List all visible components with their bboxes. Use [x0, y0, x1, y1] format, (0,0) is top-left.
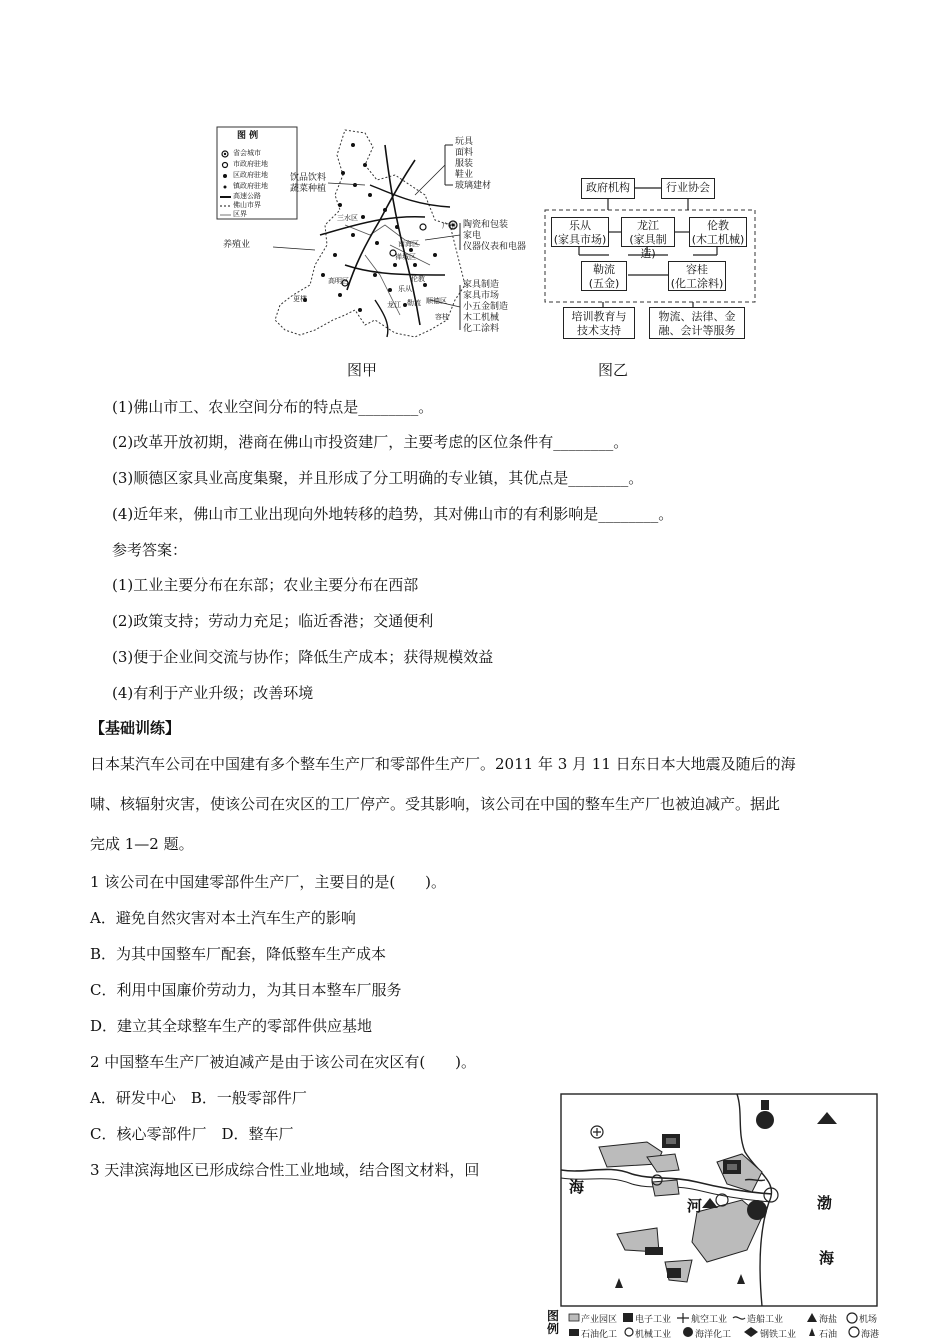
- question-2: (2)改革开放初期，港商在佛山市投资建厂，主要考虑的区位条件有________。: [112, 433, 629, 451]
- legend-seaport: 海港: [861, 1330, 880, 1340]
- q1-option-b: B．为其中国整车厂配套，降低整车生产成本: [90, 945, 387, 963]
- box-training-line2: 技术支持: [577, 324, 621, 337]
- box-ronggui-desc: (化工涂料): [670, 277, 724, 290]
- box-leliu-desc: (五金): [588, 277, 620, 290]
- legend-city-gov: 市政府驻地: [233, 160, 268, 168]
- place-ronggui: 容桂: [435, 313, 449, 321]
- figure-b-caption: 图乙: [598, 361, 629, 379]
- q2-stem: 2 中国整车生产厂被迫减产是由于该公司在灾区有( )。: [90, 1053, 477, 1071]
- industry-top-item: 玩具: [455, 137, 474, 147]
- legend-marine-chemical: 海洋化工: [695, 1330, 732, 1340]
- box-lunjiao: [689, 217, 747, 247]
- industry-right-bottom-item: 小五金制造: [463, 302, 509, 312]
- industry-right-mid-item: 仪器仪表和电器: [463, 242, 527, 252]
- industry-top: [455, 137, 491, 192]
- box-training: [563, 307, 635, 339]
- industry-right-bottom-item: 家具制造: [463, 280, 500, 290]
- box-services-line1: 物流、法律、金: [658, 310, 736, 323]
- q1-stem: 1 该公司在中国建零部件生产厂，主要目的是( )。: [90, 873, 447, 891]
- legend-provincial-capital: 省会城市: [233, 149, 261, 157]
- box-services-line2: 融、会计等服务: [658, 324, 736, 337]
- box-training-line1: 培训教育与: [571, 310, 627, 323]
- legend-town-gov: 镇政府驻地: [233, 182, 268, 190]
- place-nanhai: 南海区: [398, 240, 419, 248]
- intro-line-1: 日本某汽车公司在中国建有多个整车生产厂和零部件生产厂。2011 年 3 月 11 日东日本大地震及随后的海: [90, 755, 796, 773]
- legend-industrial-park: 产业园区: [581, 1315, 618, 1325]
- box-ronggui: [668, 261, 726, 291]
- figure-a: [215, 125, 530, 340]
- legend-electronics: 电子工业: [635, 1315, 672, 1325]
- legend-expressway: 高速公路: [233, 192, 261, 200]
- legend-title: 图例: [547, 1309, 560, 1336]
- question-4: (4)近年来，佛山市工业出现向外地转移的趋势，其对佛山市的有利影响是________。: [112, 505, 674, 523]
- q1-option-a: A．避免自然灾害对本土汽车生产的影响: [90, 909, 356, 927]
- legend-shipbuilding: 造船工业: [747, 1315, 784, 1325]
- answer-1: (1)工业主要分布在东部；农业主要分布在西部: [112, 576, 419, 594]
- answer-3: (3)便于企业间交流与协作；降低生产成本；获得规模效益: [112, 648, 494, 666]
- q2-options-line2: C．核心零部件厂 D．整车厂: [90, 1125, 294, 1143]
- box-lecong-desc: (家具市场): [553, 233, 607, 246]
- q1-option-c: C．利用中国廉价劳动力，为其日本整车厂服务: [90, 981, 402, 999]
- box-lunjiao-name: 伦教: [707, 219, 729, 232]
- industry-top-item: 鞋业: [455, 170, 474, 180]
- intro-line-3: 完成 1—2 题。: [90, 835, 194, 853]
- answer-2: (2)政策支持；劳动力充足；临近香港；交通便利: [112, 612, 434, 630]
- map-label-hai-2: 海: [819, 1249, 835, 1267]
- place-longjiang: 龙江: [387, 301, 401, 309]
- box-leliu-name: 勒流: [593, 263, 615, 276]
- industry-left-top: [290, 173, 326, 195]
- legend-aviation: 航空工业: [691, 1315, 728, 1325]
- q2-options-line1: A．研发中心 B．一般零部件厂: [90, 1089, 307, 1107]
- industry-right-bottom-item: 木工机械: [463, 313, 500, 323]
- q3-stem: 3 天津滨海地区已形成综合性工业地域，结合图文材料，回: [90, 1161, 480, 1179]
- box-longjiang-name: 龙江: [637, 219, 659, 232]
- legend-machinery: 机械工业: [635, 1330, 672, 1340]
- box-lunjiao-desc: (木工机械): [691, 233, 745, 246]
- question-3: (3)顺德区家具业高度集聚，并且形成了分工明确的专业镇，其优点是________。: [112, 469, 644, 487]
- legend-sea-salt: 海盐: [819, 1315, 838, 1325]
- map-label-he: 河: [687, 1197, 703, 1215]
- q1-option-d: D．建立其全球整车生产的零部件供应基地: [90, 1017, 373, 1035]
- legend-petrochemical: 石油化工: [581, 1330, 618, 1340]
- map-label-bo: 渤: [817, 1194, 833, 1212]
- legend-district-boundary: 区界: [233, 210, 247, 218]
- box-leliu: [581, 261, 627, 291]
- intro-line-2: 啸、核辐射灾害，使该公司在灾区的工厂停产。受其影响，该公司在中国的整车生产厂也被迫减产。据此: [90, 795, 781, 813]
- place-gaoming: 高明区: [328, 277, 349, 285]
- industry-aquaculture: 养殖业: [223, 240, 251, 250]
- industry-left-top-item: 饮品饮料: [290, 173, 327, 183]
- place-shunde: 顺德区: [426, 297, 447, 305]
- legend-title: 图 例: [237, 131, 259, 141]
- place-guangzhou: 广州: [442, 222, 456, 230]
- legend-district-gov: 区政府驻地: [233, 171, 268, 179]
- box-services: [649, 307, 745, 339]
- legend-oil: 石油: [819, 1330, 838, 1340]
- box-government: 政府机构: [581, 178, 635, 199]
- box-longjiang: [621, 217, 675, 260]
- industry-right-mid-item: 陶瓷和包装: [463, 220, 509, 230]
- answer-4: (4)有利于产业升级；改善环境: [112, 684, 314, 702]
- answer-heading: 参考答案：: [112, 541, 188, 559]
- place-chancheng: 禅城区: [395, 253, 416, 261]
- legend-airport: 机场: [859, 1315, 878, 1325]
- industry-right-bottom-item: 化工涂料: [463, 324, 500, 334]
- figure-b: [543, 175, 758, 340]
- figure-c: [547, 1092, 892, 1344]
- place-sanshui: 三水区: [337, 214, 358, 222]
- industry-left-top-item: 蔬菜种植: [290, 184, 327, 194]
- place-genglou: 更楼: [293, 295, 307, 303]
- legend-city-boundary: 佛山市界: [233, 201, 261, 209]
- place-lunjiao: 伦教: [411, 275, 425, 283]
- place-leliu: 勒流: [407, 299, 421, 307]
- box-ronggui-name: 容桂: [686, 263, 708, 276]
- question-1: (1)佛山市工、农业空间分布的特点是________。: [112, 398, 434, 416]
- figure-a-caption: 图甲: [347, 361, 378, 379]
- industry-top-item: 玻璃建材: [455, 181, 492, 191]
- box-lecong-name: 乐从: [569, 219, 591, 232]
- legend-steel: 钢铁工业: [760, 1330, 797, 1340]
- industry-top-item: 服装: [455, 159, 474, 169]
- industry-right-mid-item: 家电: [463, 231, 482, 241]
- box-lecong: [551, 217, 609, 247]
- industry-right-bottom-item: 家具市场: [463, 291, 500, 301]
- box-industry-association: 行业协会: [661, 178, 715, 199]
- industry-right-mid: [463, 220, 526, 253]
- industry-right-bottom: [463, 280, 508, 335]
- box-longjiang-desc: (家具制造): [629, 233, 667, 260]
- industry-top-item: 面料: [455, 148, 474, 158]
- binhai-map: [547, 1092, 892, 1344]
- section-heading: 【基础训练】: [90, 719, 181, 737]
- place-lecong: 乐从: [398, 285, 412, 293]
- map-label-hai: 海: [569, 1178, 585, 1196]
